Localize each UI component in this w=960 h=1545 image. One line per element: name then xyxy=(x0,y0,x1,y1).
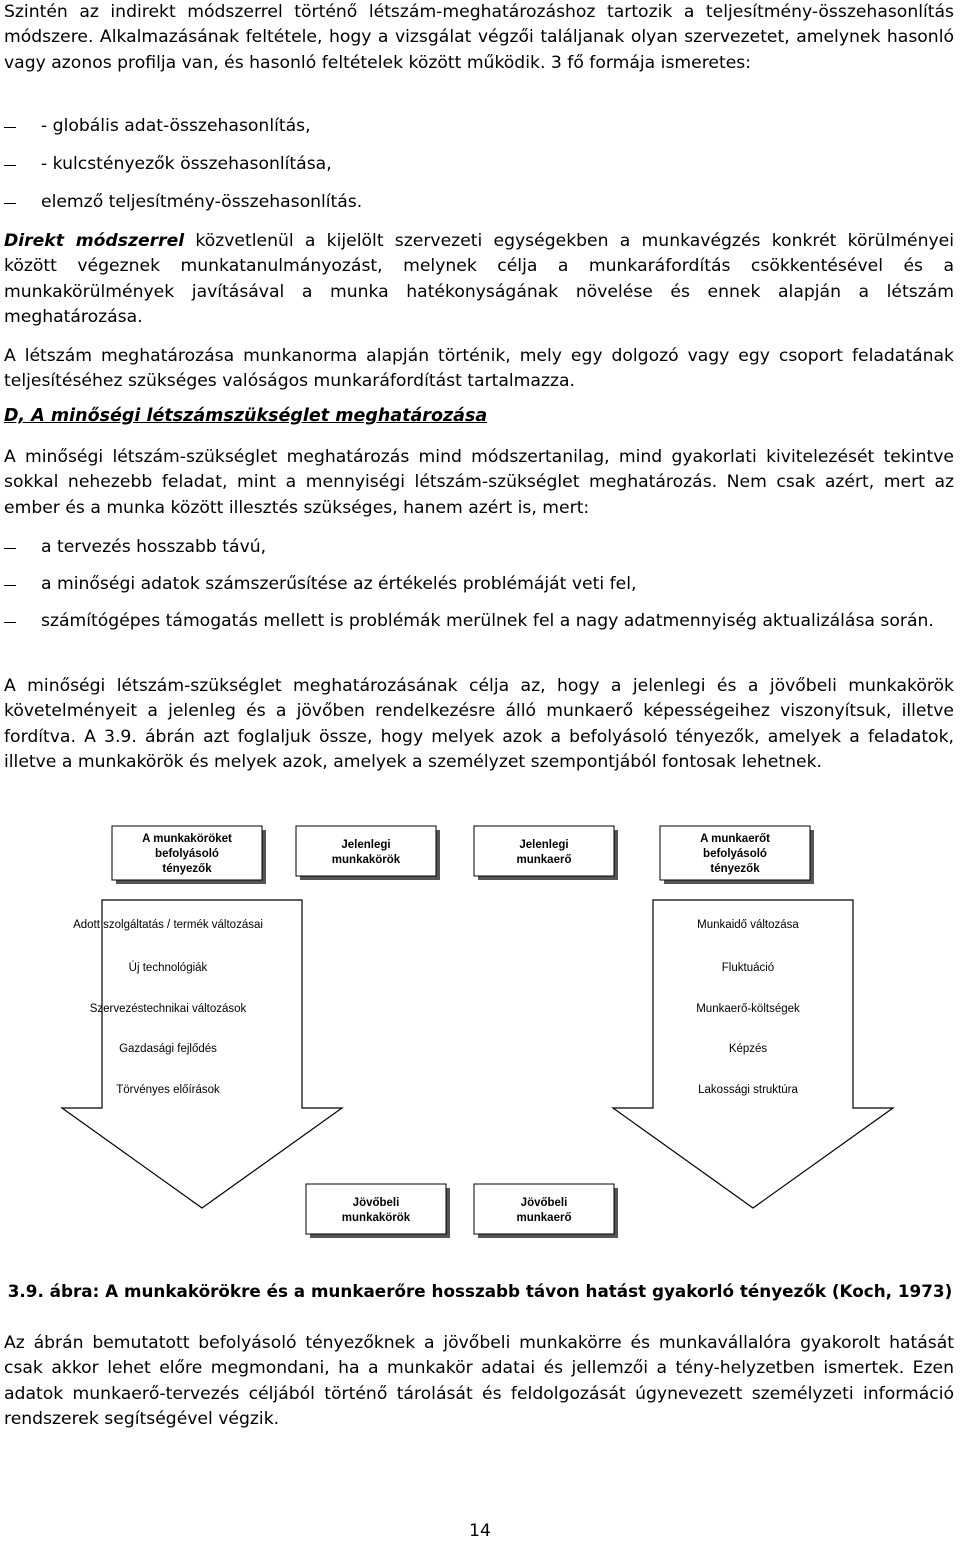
right-factor-item: Munkaerő-költségek xyxy=(696,1003,800,1015)
paragraph-qualitative-need: A minőségi létszám-szükséglet meghatározás mind módszertanilag, mind gyakorlati kivitelezését tekintve sokkal nehezebb feladat, mint a mennyiségi létszám-szükséglet meghatározás. Nem csak azért, mert az ember és a munka között illesztés szükséges, hanem azért is, mert: xyxy=(4,447,954,518)
box-current-workforce-line: munkaerő xyxy=(516,854,572,866)
box-current-workforce xyxy=(474,826,614,876)
list-item xyxy=(4,190,954,215)
box-future-workforce xyxy=(474,1184,614,1234)
box-future-jobs-line: Jövőbeli xyxy=(352,1197,400,1209)
figure-caption: 3.9. ábra: A munkakörökre és a munkaerőre hosszabb távon hatást gyakorló tényezők (Koch, 1973) xyxy=(7,1281,953,1301)
paragraph-work-norm: A létszám meghatározása munkanorma alapján történik, mely egy dolgozó vagy egy csoport feladatának teljesítéséhez szükséges valóságos munkaráfordítást tartalmazza. xyxy=(4,346,954,392)
box-right-factors-line: tényezők xyxy=(710,863,760,875)
box-right-factors-line: A munkaerőt xyxy=(700,833,770,845)
paragraph-direct-method xyxy=(4,229,954,331)
dash-bullet-icon xyxy=(4,535,18,560)
dash-bullet-icon xyxy=(4,114,18,139)
paragraph-qualitative-goal: A minőségi létszám-szükséglet meghatározásának célja az, hogy a jelenlegi és a jövőbeli munkakörök követelményeit a jelenleg és a jövőben rendelkezésre álló munkaerő képességeihez viszonyítsuk, illetve fordítva. A 3.9. ábrán azt foglaljuk össze, hogy melyek azok a befolyásoló tényezők, amelyek a feladatok, illetve a munkakörök és melyek azok, amelyek a személyzet szempontjából fontosak lehetnek. xyxy=(4,676,954,773)
list-item-text: számítógépes támogatás mellett is problémák merülnek fel a nagy adatmennyiség aktualizálása során. xyxy=(41,611,934,631)
list-item-text: - globális adat-összehasonlítás, xyxy=(41,116,311,136)
left-factor-item: Adott szolgáltatás / termék változásai xyxy=(73,919,263,931)
list-item-text: - kulcstényezők összehasonlítása, xyxy=(41,154,332,174)
right-factor-item: Fluktuáció xyxy=(721,962,775,974)
box-left-factors-line: A munkaköröket xyxy=(142,833,232,845)
left-factor-item: Szervezéstechnikai változások xyxy=(89,1003,247,1015)
paragraph-performance-comparison: Szintén az indirekt módszerrel történő létszám-meghatározáshoz tartozik a teljesítmény-összehasonlítás módszere. Alkalmazásának feltétele, hogy a vizsgálat végzői találjanak olyan szervezetet, amelynek hasonló vagy azonos profilja van, és hasonló feltételek között működik. 3 fő formája ismeretes: xyxy=(4,2,954,73)
left-factor-item: Gazdasági fejlődés xyxy=(119,1043,217,1055)
left-factor-item: Új technológiák xyxy=(128,962,208,974)
right-factor-item: Lakossági struktúra xyxy=(698,1084,798,1096)
page-number: 14 xyxy=(469,1521,491,1541)
dash-bullet-icon xyxy=(4,190,18,215)
paragraph-information-systems: Az ábrán bemutatott befolyásoló tényezőknek a jövőbeli munkakörre és munkavállalóra gyakorolt hatását csak akkor lehet előre megmondani, ha a munkakör adatai és jellemzői a tény-helyzetben ismertek. Ezen adatok munkaerő-tervezés céljából történő tárolását és feldolgozását úgynevezett személyzeti információ rendszerek segítségével végzik. xyxy=(4,1333,954,1430)
paragraph-direct-method-text: közvetlenül a kijelölt szervezeti egységekben a munkavégzés konkrét körülményei között végeznek munkatanulmányozást, melynek célja a munkaráfordítás csökkentésével és a munkakörülmények javításával a munka hatékonyságának növelése és ennek alapján a létszám meghatározása. xyxy=(4,231,954,328)
box-left-factors-line: befolyásoló xyxy=(155,848,219,860)
dash-bullet-icon xyxy=(4,609,18,634)
box-right-factors-line: befolyásoló xyxy=(703,848,767,860)
box-future-workforce-line: Jövőbeli xyxy=(520,1197,568,1209)
list-item-text: elemző teljesítmény-összehasonlítás. xyxy=(41,192,363,212)
influencing-factors-diagram xyxy=(0,820,960,1240)
box-future-workforce-line: munkaerő xyxy=(516,1212,572,1224)
emphasis-direct-method: Direkt módszerrel xyxy=(4,231,185,251)
list-item xyxy=(4,152,954,177)
section-heading: D, A minőségi létszámszükséglet meghatározása xyxy=(4,406,488,426)
box-current-workforce-line: Jelenlegi xyxy=(519,839,569,851)
list-item xyxy=(4,609,954,634)
list-item xyxy=(4,114,954,139)
left-factor-item: Törvényes előírások xyxy=(116,1084,220,1096)
dash-bullet-icon xyxy=(4,152,18,177)
list-item xyxy=(4,572,954,597)
box-future-jobs xyxy=(306,1184,446,1234)
box-current-jobs xyxy=(296,826,436,876)
right-factor-item: Munkaidő változása xyxy=(697,919,799,931)
box-future-jobs-line: munkakörök xyxy=(341,1212,411,1224)
list-item-text: a tervezés hosszabb távú, xyxy=(41,537,267,557)
dash-bullet-icon xyxy=(4,572,18,597)
list-item-text: a minőségi adatok számszerűsítése az értékelés problémáját veti fel, xyxy=(41,574,637,594)
list-item xyxy=(4,535,954,560)
box-current-jobs-line: munkakörök xyxy=(331,854,401,866)
box-current-jobs-line: Jelenlegi xyxy=(341,839,391,851)
box-left-factors-line: tényezők xyxy=(162,863,212,875)
right-factor-item: Képzés xyxy=(728,1043,768,1055)
